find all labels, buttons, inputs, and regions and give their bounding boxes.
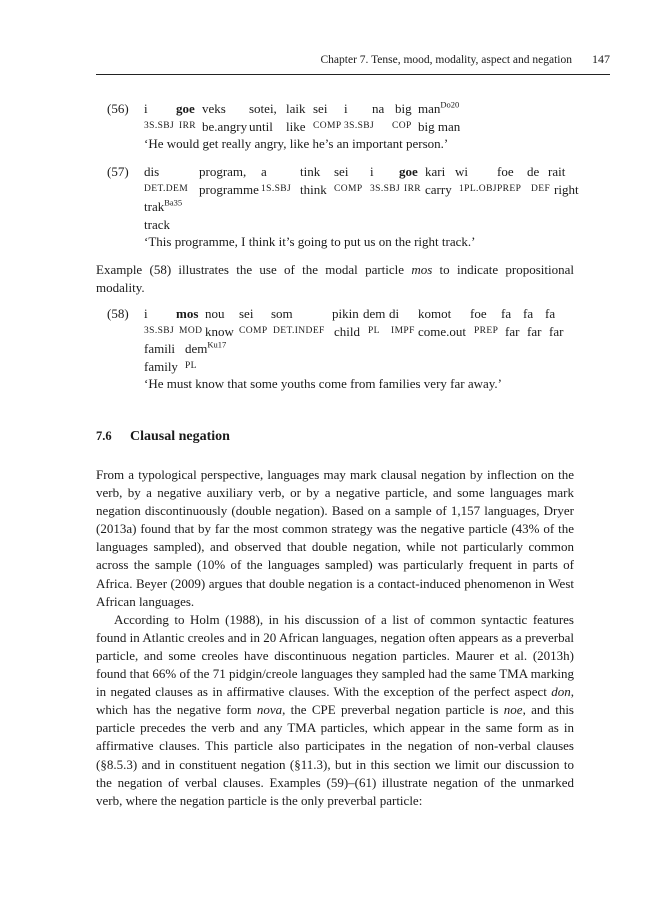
text-run: , which has the negative form (96, 684, 574, 718)
word: program, (199, 164, 247, 179)
word: komot (418, 306, 452, 321)
gloss: PL (368, 325, 380, 336)
word: kari (425, 164, 446, 179)
gloss: come.out (418, 323, 467, 339)
word: di (389, 306, 400, 321)
gloss: like (286, 118, 306, 134)
italic-term: noe (503, 702, 523, 718)
italic-term: nova (256, 702, 283, 718)
source-code: Do20 (440, 99, 460, 110)
gloss: IRR (404, 183, 422, 194)
word-with-source (185, 340, 226, 358)
example-number: (57) (107, 164, 129, 179)
word: i (144, 306, 148, 321)
word: man (418, 101, 441, 116)
gloss: 1PL.OBJ (459, 183, 497, 194)
word-with-source (418, 100, 459, 118)
word: fa (523, 306, 534, 321)
gloss: 3S.SBJ (370, 183, 401, 194)
object-line-2 (144, 340, 584, 358)
word: famili (144, 341, 176, 356)
gloss-line (144, 118, 584, 136)
word: pikin (332, 306, 359, 321)
object-line (144, 100, 584, 118)
gloss: 3S.SBJ (344, 120, 375, 131)
word: dem (185, 341, 208, 356)
gloss: programme (199, 181, 259, 197)
word: mos (176, 306, 199, 321)
gloss: until (249, 118, 273, 134)
text-run: , and this particle precedes the verb and any TMA particles, which appear in the same form as in affirmative clauses. This particle also participates in the negation of non-verbal clauses (§8.5.3) and in constituent negation (§11.3), but in this section we limit our discussion to the negation of verbal clauses. Examples (59)–(61) illustrate negation of the unmarked verb, where the negation particle is the only preverbal particle: (96, 702, 574, 808)
gloss: PREP (474, 325, 499, 336)
paragraph (96, 611, 574, 810)
gloss: COMP (313, 120, 342, 131)
word: veks (202, 101, 226, 116)
section-title: Clausal negation (130, 429, 230, 444)
gloss: IMPF (391, 325, 415, 336)
word: big (395, 101, 412, 116)
paragraph-intro (96, 261, 574, 297)
italic-term: mos (411, 262, 433, 277)
header-rule (96, 74, 610, 75)
gloss: family (144, 358, 178, 374)
free-translation: ‘He must know that some youths come from families very far away.’ (144, 376, 503, 391)
gloss: far (505, 323, 520, 339)
gloss: be.angry (202, 118, 248, 134)
word: foe (497, 164, 514, 179)
word: laik (286, 101, 306, 116)
gloss: carry (425, 181, 452, 197)
word: a (261, 164, 267, 179)
gloss-line-2 (144, 216, 584, 234)
gloss: COMP (239, 325, 268, 336)
gloss: know (205, 323, 234, 339)
body-text (96, 466, 574, 810)
gloss-line (144, 181, 584, 199)
word: i (144, 101, 148, 116)
word: i (370, 164, 374, 179)
gloss-line-2 (144, 358, 584, 376)
gloss: COMP (334, 183, 363, 194)
word-with-source (144, 198, 182, 216)
text-run: According to Holm (1988), in his discussion of a list of common syntactic features found in Atlantic creoles and in 20 African languages, negation often appears as a preverbal particle, and some creoles have discontinuous negation particles. Maurer et al. (2013h) found that 66% of the 71 pidgin/creole languages they sampled had the same TMA marking in negated clauses as in affirmative clauses. With the exception of the perfect aspect (96, 611, 574, 700)
word: sotei, (249, 101, 277, 116)
word: sei (313, 101, 328, 116)
object-line (144, 305, 584, 323)
object-line-2 (144, 198, 584, 216)
paragraph: From a typological perspective, languages may mark clausal negation by inflection on the verb, by a negative auxiliary verb, or by a negative particle, and some languages mark negation discontinuously (double negation). Based on a sample of 1,157 languages, Dryer (2013a) found that by far the most common strategy was the negative particle (43% of the languages sampled), and observed that double negation, while not particularly common across the sample (10% of the languages sampled) was particularly frequent in parts of Africa. Beyer (2009) argues that double negation is a contact-induced phenomenon in West African languages. (96, 467, 574, 609)
word: goe (176, 101, 195, 116)
italic-term: don (551, 684, 571, 700)
gloss: think (300, 181, 327, 197)
gloss: PREP (497, 183, 522, 194)
word: i (344, 101, 348, 116)
gloss: far (549, 323, 564, 339)
word: dis (144, 164, 160, 179)
word: wi (455, 164, 468, 179)
gloss: COP (392, 120, 412, 131)
source-code: Ba35 (164, 197, 183, 208)
gloss: DEF (531, 183, 551, 194)
object-line (144, 163, 584, 181)
gloss: child (334, 323, 360, 339)
word: som (271, 306, 293, 321)
word: rait (548, 164, 566, 179)
word: fa (545, 306, 556, 321)
example-number: (58) (107, 306, 129, 321)
word: tink (300, 164, 321, 179)
word: fa (501, 306, 512, 321)
page-number: 147 (592, 52, 610, 66)
word: de (527, 164, 540, 179)
free-translation: ‘He would get really angry, like he’s an important person.’ (144, 136, 449, 151)
chapter-title: Chapter 7. Tense, mood, modality, aspect and negation (320, 54, 572, 66)
gloss: MOD (179, 325, 203, 336)
gloss: IRR (179, 120, 197, 131)
gloss: PL (185, 360, 197, 371)
word: trak (144, 199, 165, 214)
text-run: to indicate propositional modality. (96, 262, 574, 296)
gloss: big man (418, 118, 461, 134)
gloss: 1S.SBJ (261, 183, 292, 194)
word: sei (334, 164, 349, 179)
gloss: DET.DEM (144, 183, 189, 194)
text-run: , the CPE preverbal negation particle is (282, 702, 504, 718)
gloss: right (554, 181, 579, 197)
source-code: Ku17 (207, 339, 227, 350)
gloss-line (144, 323, 584, 341)
example-number: (56) (107, 101, 129, 116)
gloss: far (527, 323, 542, 339)
word: nou (205, 306, 225, 321)
gloss: track (144, 216, 170, 232)
free-translation: ‘This programme, I think it’s going to put us on the right track.’ (144, 234, 476, 249)
section-number: 7.6 (96, 429, 112, 443)
word: sei (239, 306, 254, 321)
running-header (96, 52, 610, 67)
gloss: 3S.SBJ (144, 325, 175, 336)
text-run: Example (58) illustrates the use of the modal particle (96, 262, 412, 277)
word: na (372, 101, 385, 116)
word: goe (399, 164, 418, 179)
gloss: DET.INDEF (273, 325, 325, 336)
word: foe (470, 306, 487, 321)
section-heading (96, 429, 230, 445)
gloss: 3S.SBJ (144, 120, 175, 131)
word: dem (363, 306, 386, 321)
